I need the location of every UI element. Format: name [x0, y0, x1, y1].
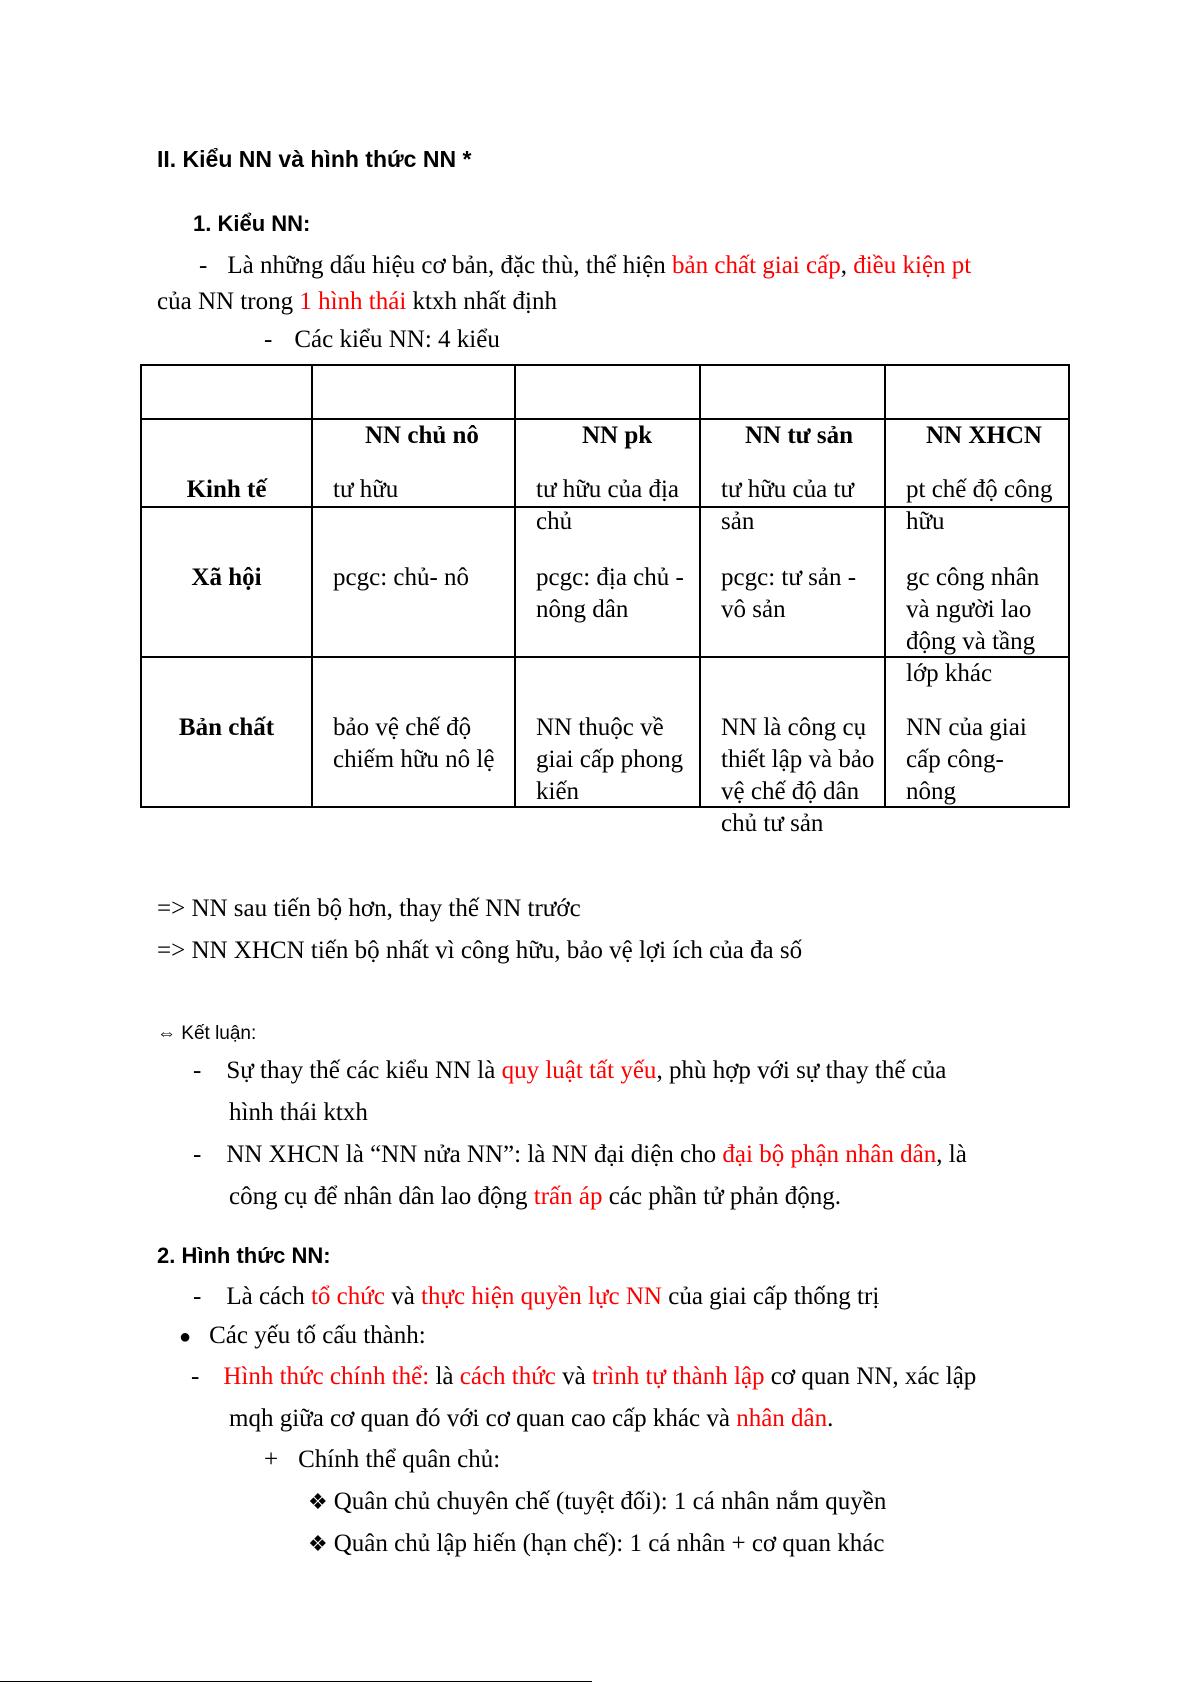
section-heading: II. Kiểu NN và hình thức NN *	[157, 146, 472, 172]
table-row-xa-hoi	[141, 507, 1069, 657]
text: công cụ để nhân dân lao động	[229, 1183, 534, 1210]
text: NN XHCN là “NN nửa NN”: là NN đại diện cho	[226, 1141, 723, 1168]
text: , là	[936, 1141, 967, 1168]
dash: -	[264, 326, 273, 353]
highlight-text: Hình thức chính thể:	[223, 1363, 430, 1390]
dash: -	[193, 1283, 202, 1310]
row-label-text: Xã hội	[191, 564, 262, 591]
ket-luan-bullet-2	[193, 1141, 967, 1169]
hinh-thuc-definition	[193, 1283, 879, 1311]
ket-luan-bullet-1	[193, 1057, 946, 1085]
text: Các yếu tố cấu thành:	[209, 1322, 426, 1349]
dash: -	[193, 1057, 202, 1084]
dash: -	[191, 1363, 200, 1390]
chinh-the-line2	[229, 1405, 833, 1433]
table-cell	[700, 507, 885, 657]
dash: -	[199, 252, 208, 279]
cell-text: pt chế độ công hữu	[906, 476, 1053, 535]
text: Chính thể quân chủ:	[298, 1446, 501, 1473]
kieu-nn-definition-line1	[199, 252, 971, 280]
cell-text: NN của giai cấp công-nông	[906, 714, 1027, 805]
text: ktxh nhất định	[406, 288, 557, 315]
cell-text: pcgc: địa chủ - nông dân	[536, 564, 684, 623]
highlight-text: bản chất giai cấp	[672, 252, 841, 279]
conclusion-1: => NN sau tiến bộ hơn, thay thế NN trước	[157, 895, 581, 922]
table-cell	[312, 419, 515, 507]
quan-chu-item	[264, 1446, 500, 1474]
row-label	[141, 419, 312, 507]
table-cell	[312, 507, 515, 657]
highlight-text: cách thức	[459, 1363, 556, 1390]
text: của NN trong	[157, 288, 300, 315]
cell-text: tư hữu của địa chủ	[536, 476, 680, 535]
text: và	[555, 1363, 592, 1390]
plus-icon: +	[264, 1446, 279, 1473]
cell-text: NN thuộc về giai cấp phong kiến	[536, 714, 684, 805]
kieu-nn-types	[264, 326, 500, 354]
diamond-bullet-icon: ❖	[308, 1531, 328, 1556]
cell-text: gc công nhân và người lao động và tầng lớp khác	[906, 564, 1040, 687]
conclusion-2: => NN XHCN tiến bộ nhất vì công hữu, bảo vệ lợi ích của đa số	[157, 937, 803, 964]
column-header: NN pk	[582, 422, 653, 449]
text: , phù hợp với sự thay thế của	[656, 1057, 947, 1084]
cell-text: pcgc: tư sản - vô sản	[721, 564, 857, 623]
text: và	[384, 1283, 422, 1310]
cell-text: tư hữu	[333, 476, 399, 503]
table-cell	[515, 365, 700, 419]
column-header: NN chủ nô	[365, 422, 479, 449]
table-row-ban-chat	[141, 657, 1069, 807]
table-cell	[312, 365, 515, 419]
highlight-text: đại bộ phận nhân dân	[722, 1141, 937, 1168]
row-label	[141, 657, 312, 807]
row-label-text: Kinh tế	[186, 476, 267, 503]
table-cell	[700, 419, 885, 535]
text: là	[429, 1363, 460, 1390]
text: Là cách	[226, 1283, 311, 1310]
table-cell	[700, 657, 885, 837]
text: cơ quan NN, xác lập	[764, 1363, 977, 1390]
kieu-nn-table	[140, 364, 1070, 837]
text: Quân chủ chuyên chế (tuyệt đối): 1 cá nhân nắm quyền	[333, 1488, 887, 1515]
highlight-text: 1 hình thái	[299, 288, 407, 315]
table-cell	[885, 507, 1069, 687]
ket-luan-bullet-1-line2: hình thái ktxh	[229, 1099, 368, 1126]
subsection-heading-hinh-thuc-nn: 2. Hình thức NN:	[157, 1243, 331, 1268]
cell-text: bảo vệ chế độ chiếm hữu nô lệ	[333, 714, 495, 773]
text: Sự thay thế các kiểu NN là	[226, 1057, 502, 1084]
dash: -	[193, 1141, 202, 1168]
table-cell	[885, 365, 1069, 419]
subsection-heading-kieu-nn: 1. Kiểu NN:	[193, 211, 311, 236]
table-row-kinh-te	[141, 419, 1069, 507]
text: mqh giữa cơ quan đó với cơ quan cao cấp khác và	[229, 1405, 737, 1432]
cell-text: NN là công cụ thiết lập và bảo vệ chế độ dân chủ tư sản	[721, 714, 875, 837]
table-cell	[515, 507, 700, 657]
highlight-text: nhân dân	[736, 1405, 828, 1432]
text: ,	[840, 252, 854, 279]
cau-thanh-bullet	[179, 1322, 426, 1350]
text: của giai cấp thống trị	[661, 1283, 880, 1310]
highlight-text: thực hiện quyền lực NN	[421, 1283, 662, 1310]
ket-luan-bullet-2-line2	[229, 1183, 841, 1211]
highlight-text: điều kiện pt	[853, 252, 972, 279]
bullet-icon: ●	[179, 1326, 192, 1348]
table-cell	[515, 419, 700, 535]
text: Quân chủ lập hiến (hạn chế): 1 cá nhân + cơ quan khác	[333, 1530, 885, 1557]
quan-chu-lap-hien	[308, 1530, 884, 1558]
quan-chu-chuyen-che	[308, 1488, 886, 1516]
row-label	[141, 507, 312, 657]
text: Là những dấu hiệu cơ bản, đặc thù, thể hiện	[227, 252, 673, 279]
cell-text: pcgc: chủ- nô	[333, 564, 470, 591]
column-header: NN XHCN	[926, 422, 1042, 449]
text: các phần tử phản động.	[602, 1183, 841, 1210]
table-cell	[700, 365, 885, 419]
cell-text: tư hữu của tư sản	[721, 476, 854, 535]
highlight-text: trấn áp	[533, 1183, 603, 1210]
table-cell	[141, 365, 312, 419]
chinh-the-line1	[191, 1363, 976, 1391]
diamond-bullet-icon: ❖	[308, 1489, 328, 1514]
ket-luan-label: ⇔ Kết luận:	[157, 1023, 257, 1044]
table-cell	[515, 657, 700, 807]
table-row-empty	[141, 365, 1069, 419]
kieu-nn-definition-line2	[157, 288, 557, 316]
column-header: NN tư sản	[745, 422, 854, 449]
text: Các kiểu NN: 4 kiểu	[294, 326, 500, 353]
text: .	[827, 1405, 834, 1432]
highlight-text: tổ chức	[310, 1283, 385, 1310]
table-cell	[885, 657, 1069, 807]
table-cell	[312, 657, 515, 807]
page-bottom-divider	[0, 1681, 592, 1682]
table-cell	[885, 419, 1069, 535]
row-label-text: Bản chất	[178, 714, 275, 741]
highlight-text: trình tự thành lập	[592, 1363, 765, 1390]
highlight-text: quy luật tất yếu	[501, 1057, 657, 1084]
